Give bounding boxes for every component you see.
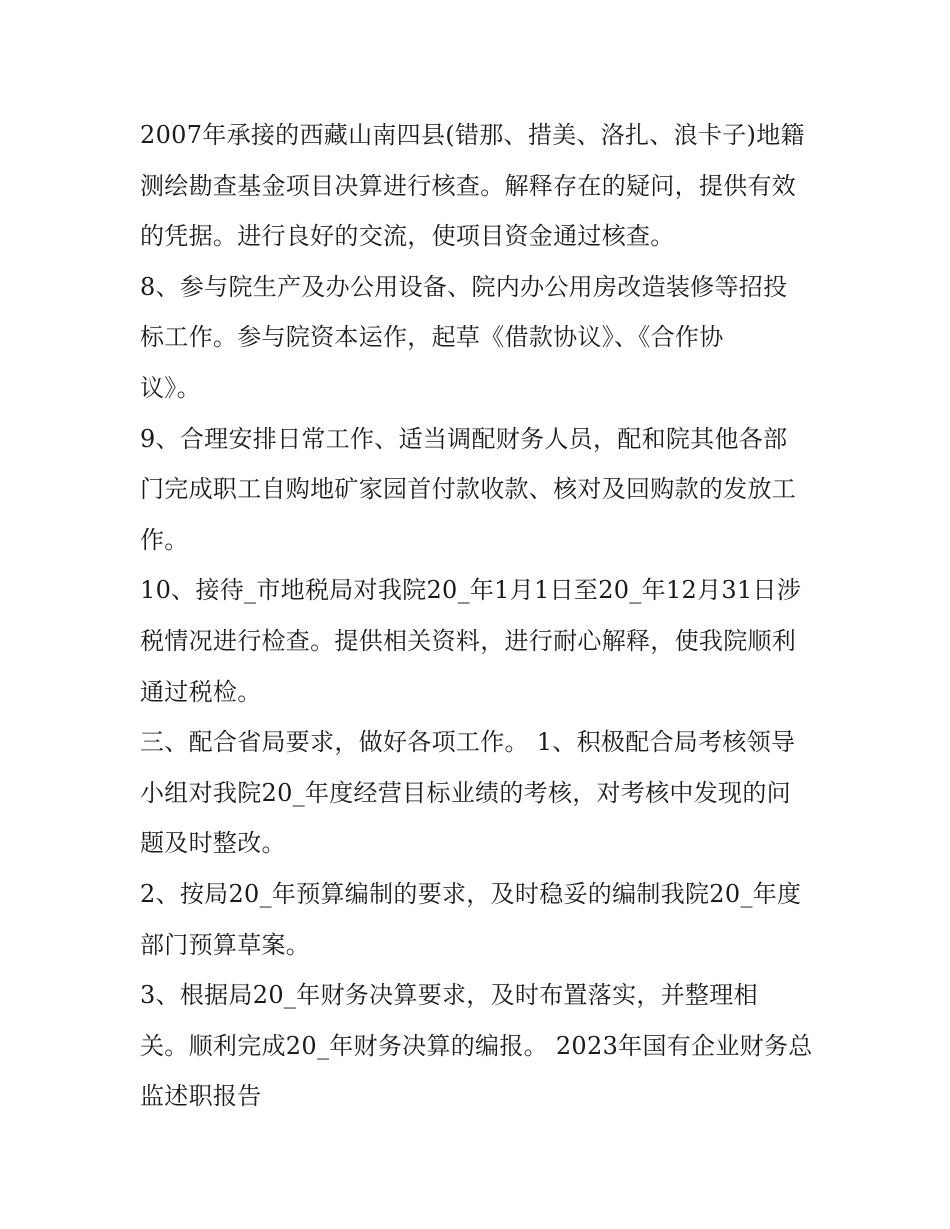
text-line: 关。顺利完成20_年财务决算的编报。 2023年国有企业财务总 [140,1031,813,1060]
document-body [140,110,820,1122]
text-line: 三、配合省局要求，做好各项工作。 1、积极配合局考核领导 [140,728,796,757]
text-line: 作。 [140,525,189,554]
text-line: 的凭据。进行良好的交流，使项目资金通过核查。 [140,222,675,251]
text-line: 监述职报告 [140,1082,262,1111]
text-line: 税情况进行检查。提供相关资料，进行耐心解释，使我院顺利 [140,626,797,655]
text-line: 9、合理安排日常工作、适当调配财务人员，配和院其他各部 [140,424,788,453]
text-line: 通过税检。 [140,677,262,706]
text-line: 2007年承接的西藏山南四县(错那、措美、洛扎、浪卡子)地籍 [140,121,805,149]
text-line: 测绘勘查基金项目决算进行核查。解释存在的疑问，提供有效 [140,171,797,200]
text-line: 8、参与院生产及办公用设备、院内办公用房改造装修等招投 [140,272,788,301]
text-line: 2、按局20_年预算编制的要求，及时稳妥的编制我院20_年度 [140,879,802,908]
text-line: 门完成职工自购地矿家园首付款收款、核对及回购款的发放工 [140,475,797,504]
text-line: 10、接待_市地税局对我院20_年1月1日至20_年12月31日涉 [140,576,802,605]
text-line: 议》。 [140,373,201,402]
text-line: 题及时整改。 [140,829,286,858]
text-line: 小组对我院20_年度经营目标业绩的考核，对考核中发现的问 [140,778,791,807]
text-line: 3、根据局20_年财务决算要求，及时布置落实，并整理相 [140,981,758,1010]
text-line: 部门预算草案。 [140,930,311,959]
text-line: 标工作。参与院资本运作，起草《借款协议》、《合作协 [140,323,724,352]
